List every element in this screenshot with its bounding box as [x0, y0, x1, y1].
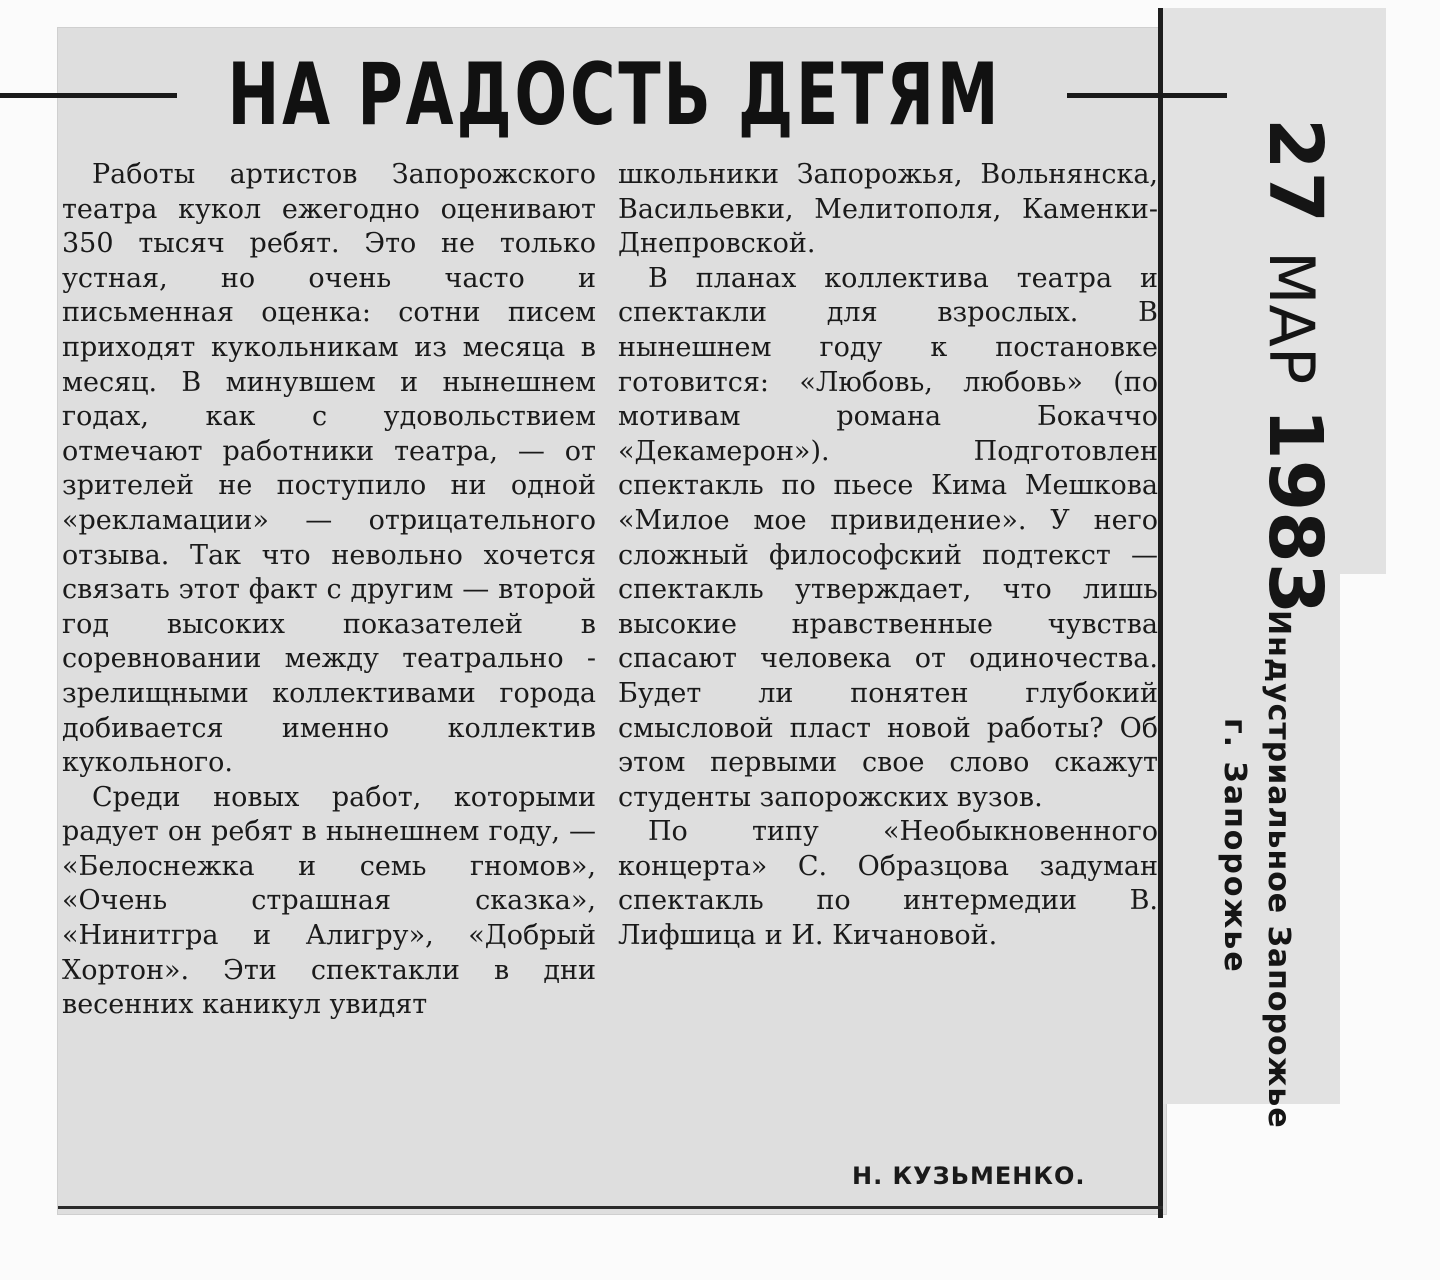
- paragraph: В планах коллектива театра и спектакли для взрослых. В нынешнем году к постановке готовится: «Любовь, любовь» (по мотивам романа Бокаччо «Декамерон»). Подготовлен спектакль по пьесе Кима Мешкова «Милое мое привидение». У него сложный философский подтекст — спектакль утверждает, что лишь высокие нравственные чувства спасают человека от одиночества. Будет ли понятен глубокий смысловой пласт новой работы? Об этом первыми свое слово скажут студенты запорожских вузов.: [618, 262, 1158, 813]
- article-column-right: [618, 158, 1158, 954]
- paragraph: Среди новых работ, которыми радует он ребят в нынешнем году, — «Белоснежка и семь гномов», «Очень страшная сказка», «Нинитгра и Алигру», «Добрый Хортон». Эти спектакли в дни весенних каникул увидят: [62, 781, 596, 1021]
- newspaper-name-stamp: Индустриальное Запорожье: [1261, 610, 1296, 1129]
- article-column-left: [62, 158, 596, 1023]
- headline-rule-left: [0, 93, 177, 98]
- paragraph: Работы артистов Запорожского театра кукол ежегодно оценивают 350 тысяч ребят. Это не только устная, но очень часто и письменная оценка: сотни писем приходят кукольникам из месяца в месяц. В минувшем и нынешнем годах, как с удовольствием отмечают работники театра, — от зрителей не поступило ни одной «рекламации» — отрицательного отзыва. Так что невольно хочется связать этот факт с другим — второй год высоких показателей в соревновании между театрально - зрелищными коллективами города добивается именно коллектив кукольного.: [62, 159, 596, 779]
- bottom-rule: [58, 1206, 1163, 1209]
- stamp-month: МАР: [1255, 250, 1328, 385]
- column-divider-rule: [1158, 8, 1163, 1218]
- author-signature: Н. КУЗЬМЕНКО.: [852, 1162, 1086, 1190]
- newspaper-city-stamp: г. Запорожье: [1217, 718, 1252, 974]
- headline-block: [62, 40, 1152, 150]
- stamp-day: 27: [1252, 118, 1338, 225]
- paragraph: школьники Запорожья, Вольнянска, Васильевки, Мелитополя, Каменки-Днепровской.: [618, 159, 1158, 260]
- date-stamp: [1252, 118, 1338, 614]
- article-headline: НА РАДОСТЬ ДЕТЯМ: [227, 45, 1001, 145]
- headline-rule-right: [1067, 93, 1227, 98]
- stamp-year: 1983: [1252, 408, 1338, 615]
- paragraph: По типу «Необыкновенного концерта» С. Образцова задуман спектакль по интермедии В. Лифшица и И. Кичановой.: [618, 816, 1158, 952]
